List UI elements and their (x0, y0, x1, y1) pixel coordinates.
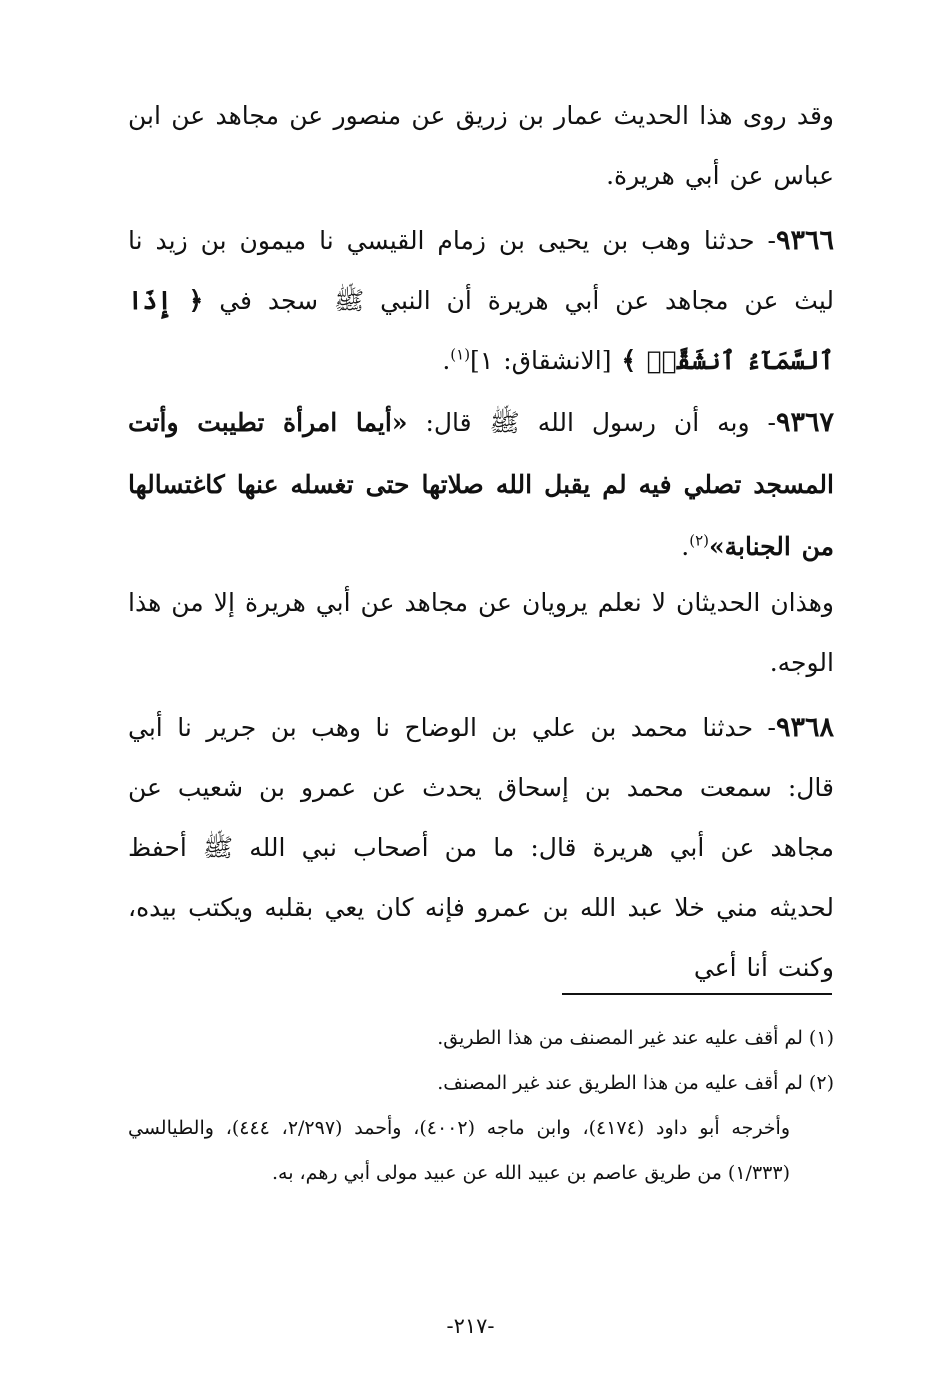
footnote-1: (١) لم أقف عليه عند غير المصنف من هذا الطريق. (437, 1027, 834, 1049)
quran-verse: ﴿ إِذَا ٱلسَّمَآءُ ٱنشَقَّتۡ ﴾ (128, 286, 834, 375)
hadith-9366 (128, 211, 834, 391)
hadith-9368 (128, 698, 834, 998)
paragraph-comment (128, 573, 834, 693)
hadith-9367 (128, 392, 834, 578)
sentence-end: . (681, 532, 690, 561)
hadith-number: ٩٣٦٧ (775, 407, 834, 438)
footnote-divider (562, 993, 832, 995)
footnote-2-detail: وأخرجه أبو داود (٤١٧٤)، وابن ماجه (٤٠٠٢)، وأحمد (٢/٢٩٧، ٤٤٤)، والطيالسي (١/٣٣٣) من طريق عاصم بن عبيد الله عن عبيد مولى أبي رهم، به. (128, 1117, 790, 1184)
quran-citation: [الانشقاق: ١] (470, 346, 612, 375)
page-number: -٢١٧- (446, 1314, 495, 1338)
hadith-text: - حدثنا وهب بن يحيى بن زمام القيسي نا ميمون بن زيد نا ليث عن مجاهد عن أبي هريرة أن النبي ﷺ سجد في (128, 226, 834, 315)
paragraph-intro (128, 86, 834, 206)
paragraph-comment-text: وهذان الحديثان لا نعلم يرويان عن مجاهد عن أبي هريرة إلا من هذا الوجه. (128, 588, 834, 677)
footnote-2: (٢) لم أقف عليه من هذا الطريق عند غير المصنف. (437, 1072, 834, 1094)
footnotes-section (128, 1016, 834, 1196)
footnote-marker-1[interactable]: (١) (450, 345, 471, 364)
sentence-end: . (442, 346, 451, 375)
footnote-marker-2[interactable]: (٢) (689, 531, 710, 550)
paragraph-intro-text: وقد روى هذا الحديث عمار بن زريق عن منصور عن مجاهد عن ابن عباس عن أبي هريرة. (128, 101, 834, 190)
hadith-number: ٩٣٦٨ (775, 712, 834, 743)
hadith-quote: «أيما امرأة تطيبت وأتت المسجد تصلي فيه لم يقبل الله صلاتها حتى تغسله عنها كاغتسالها من الجنابة» (128, 408, 834, 561)
hadith-number: ٩٣٦٦ (775, 225, 834, 256)
hadith-text: - وبه أن رسول الله ﷺ قال: (425, 408, 776, 437)
hadith-text: - حدثنا محمد بن علي بن الوضاح نا وهب بن جرير نا أبي قال: سمعت محمد بن إسحاق يحدث عن عمرو بن شعيب عن مجاهد عن أبي هريرة قال: ما من أصحاب نبي الله ﷺ أحفظ لحديثه مني خلا عبد الله بن عمرو فإنه كان يعي بقلبه ويكتب بيده، وكنت أنا أعي (128, 713, 834, 982)
